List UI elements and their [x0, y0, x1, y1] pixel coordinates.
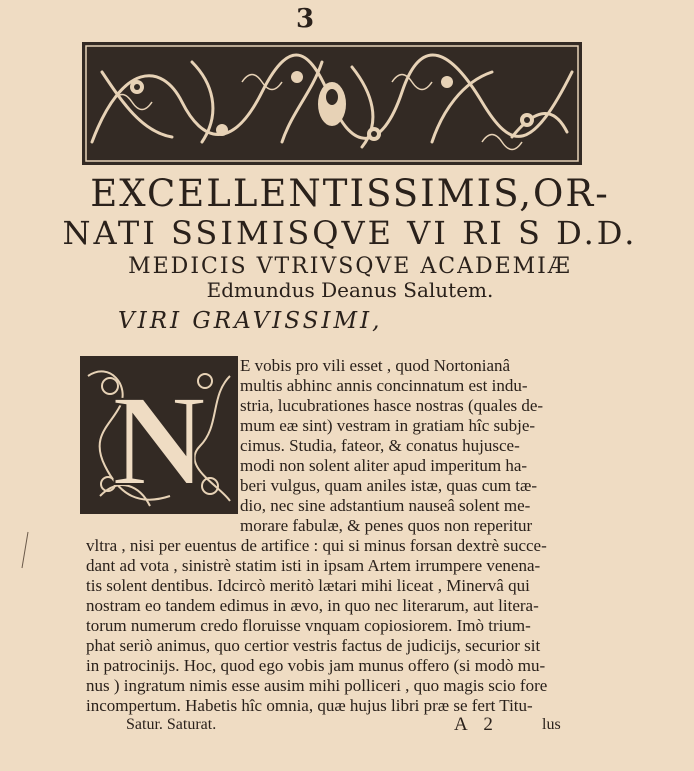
- title-line-4: Edmundus Deanus Salutem.: [206, 278, 494, 302]
- body-line-10: vltra , nisi per euentus de artifice : qui si minus forsan dextrè succe-: [86, 536, 547, 555]
- salutation: VIRI GRAVISSIMI,: [118, 308, 383, 334]
- body-line-6: modi non solent aliter apud imperitum ha-: [240, 456, 528, 475]
- body-line-11: dant ad vota , sinistrè statim isti in ipsam Artem irrumpere venena-: [86, 556, 541, 575]
- signature-mark: A 2: [454, 714, 499, 735]
- initial-letter: N: [112, 369, 206, 513]
- body-line-2: multis abhinc annis concinnatum est indu-: [240, 376, 528, 395]
- body-line-7: beri vulgus, quam aniles istæ, quas cum tæ-: [240, 476, 537, 495]
- title-line-1: EXCELLENTISSIMIS,OR-: [90, 172, 610, 215]
- footer-catchword-left: Satur. Saturat.: [126, 716, 217, 733]
- body-line-9: morare fabulæ, & penes quos non reperitur: [240, 516, 533, 535]
- body-line-16: in patrocinijs. Hoc, quod ego vobis jam munus offero (si modò mu-: [86, 656, 546, 675]
- body-line-5: cimus. Studia, fateor, & conatus hujusce-: [240, 436, 520, 455]
- margin-pen-mark: [20, 530, 30, 570]
- body-line-1: E vobis pro vili esset , quod Nortonianâ: [240, 356, 511, 375]
- body-line-18: incompertum. Habetis hîc omnia, quæ hujus libri præ se fert Titu-: [86, 696, 533, 715]
- body-line-14: torum numerum credo floruisse vnquam copiosiorem. Imò trium-: [86, 616, 531, 635]
- title-line-3: MEDICIS VTRIVSQVE ACADEMIÆ: [128, 254, 572, 279]
- body-line-15: phat seriò animus, quo certior vestris factus de judicijs, securior sit: [86, 636, 541, 655]
- decorated-initial-n: [80, 356, 238, 514]
- page-number: 3: [296, 4, 315, 34]
- body-line-12: tis solent dentibus. Idcircò meritò lætari mihi liceat , Minervâ qui: [86, 576, 530, 595]
- footer-catchword-right: lus: [542, 716, 561, 733]
- body-line-8: dio, nec sine adstantium nauseâ solent me-: [240, 496, 531, 515]
- body-line-3: stria, lucubrationes hasce nostras (quales de-: [240, 396, 544, 415]
- body-line-4: mum eæ sint) vestram in gratiam hîc subje-: [240, 416, 536, 435]
- ornamental-headpiece: [82, 42, 582, 165]
- body-line-13: nostram eo tandem edimus in ævo, in quo nec literarum, aut litera-: [86, 596, 539, 615]
- body-line-17: nus ) ingratum nimis esse ausim mihi polliceri , quo magis scio fore: [86, 676, 548, 695]
- title-line-2: NATI SSIMISQVE VI RI S D.D.: [62, 214, 638, 252]
